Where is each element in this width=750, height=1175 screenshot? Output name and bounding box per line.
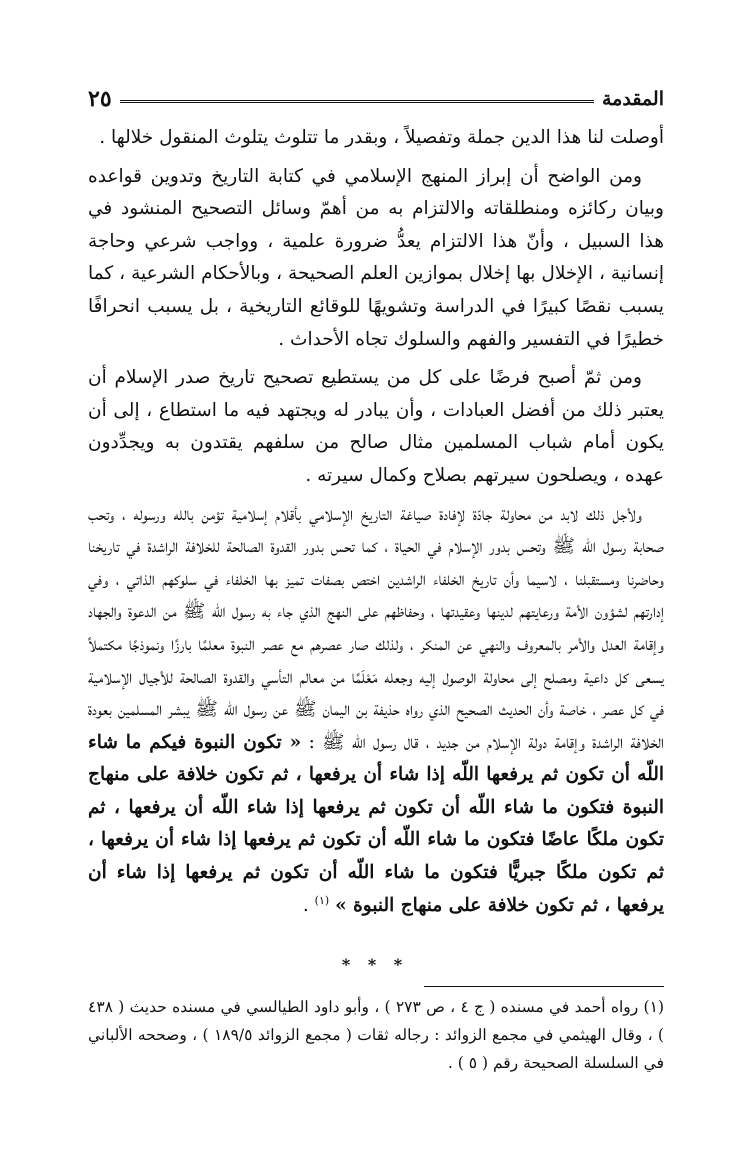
paragraph-4-intro: ولأجل ذلك لابد من محاولة جادّة لإفادة صياغة التاريخ الإسلامي بأقلام إسلامية تؤمن بالله ورسوله ، وتحب صحابة رسول الله ﷺ وتحس بدور الإسلام في الحياة ، كما تحس بدور القدوة الصالحة للخلافة الراشدة في تاريخنا وحاضرنا ومستقبلنا ، لاسيما وأن تاريخ الخلفاء الراشدين اختص بصفات تميز بها الخلفاء في سلوكهم الذاتي ، وفي إدارتهم لشؤون الأمة ورعايتهم لدينها وعقيدتها ، وحفاظهم على النهج الذي جاء به رسول الله ﷺ من الدعوة والجهاد وإقامة العدل والأمر بالمعروف والنهي عن المنكر ، ولذلك صار عصرهم مع عصر النبوة معلمًا بارزًا ونموذجًا مكتملاً يسعى كل داعية ومصلح إلى محاولة الوصول إليه وجعله مَعْلَمًا من معالم التأسي والقدوة الصالحة للأجيال الإسلامية في كل عصر ، خاصة وأن الحديث الصحيح الذي رواه حذيفة بن اليمان ﷺ عن رسول الله ﷺ يبشر المسلمين بعودة الخلافة الراشدة وإقامة دولة الإسلام من جديد ، قال رسول الله ﷺ : — [88, 503, 664, 753]
footnote-reference[interactable]: (١) — [314, 893, 330, 907]
body-text — [88, 122, 664, 928]
paragraph-1: أوصلت لنا هذا الدين جملة وتفصيلاً ، وبقدر ما تتلوث يتلوث المنقول خلالها . — [99, 127, 664, 148]
running-header — [88, 84, 664, 114]
paragraph-2: ومن الواضح أن إبراز المنهج الإسلامي في كتابة التاريخ وتدوين قواعده وبيان ركائزه ومنطلقاته والالتزام به من أهمّ وسائل التصحيح المنشود في هذا السبيل ، وأنّ هذا الالتزام يعدُّ ضرورة علمية ، وواجب شرعي وحاجة إنسانية ، الإخلال بها إخلال بموازين العلم الصحيحة ، وبالأحكام الشرعية ، كما يسبب نقصًا كبيرًا في الدراسة وتشويهًا للوقائع التاريخية ، بل يسبب انحرافًا خطيرًا في التفسير والفهم والسلوك تجاه الأحداث . — [88, 165, 664, 350]
section-separator: * * * — [341, 955, 409, 974]
footnote-1: (١) رواه أحمد في مسنده ( ج ٤ ، ص ٢٧٣ ) ، وأبو داود الطيالسي في مسنده حديث ( ٤٣٨ ) ، وقال الهيثمي في مجمع الزوائد : رجاله ثقات ( مجمع الزوائد ١٨٩/٥ ) ، وصححه الألباني في السلسلة الصحيحة رقم ( ٥ ) . — [88, 998, 664, 1072]
hadith-quote: « تكون النبوة فيكم ما شاء اللّه أن تكون ثم يرفعها اللّه إذا شاء أن يرفعها ، ثم تكون خلافة على منهاج النبوة فتكون ما شاء اللّه أن تكون ثم يرفعها إذا شاء اللّه أن يرفعها ، ثم تكون ملكًا عاضًا فتكون ما شاء اللّه أن تكون ثم يرفعها إذا شاء أن يرفعها ، ثم تكون ملكًا جبريًّا فتكون ما شاء اللّه أن تكون ثم يرفعها إذا شاء أن يرفعها ، ثم تكون خلافة على منهاج النبوة » — [88, 731, 664, 916]
paragraph-4-end: . — [302, 894, 309, 916]
chapter-title: المقدمة — [601, 88, 664, 110]
paragraph-4 — [88, 499, 664, 923]
footnote-rule — [424, 986, 664, 987]
paragraph-3: ومن ثمّ أصبح فرضًا على كل من يستطيع تصحيح تاريخ صدر الإسلام أن يعتبر ذلك من أفضل العبادات ، وأن يبادر له ويجتهد فيه ما استطاع ، إلى أن يكون أمام شباب المسلمين مثال صالح من سلفهم يقتدون به ويجدِّدون عهده ، ويصلحون سيرتهم بصلاح وكمال سيرته . — [88, 367, 664, 486]
header-rule — [120, 100, 594, 103]
page-number: ٢٥ — [88, 86, 112, 112]
